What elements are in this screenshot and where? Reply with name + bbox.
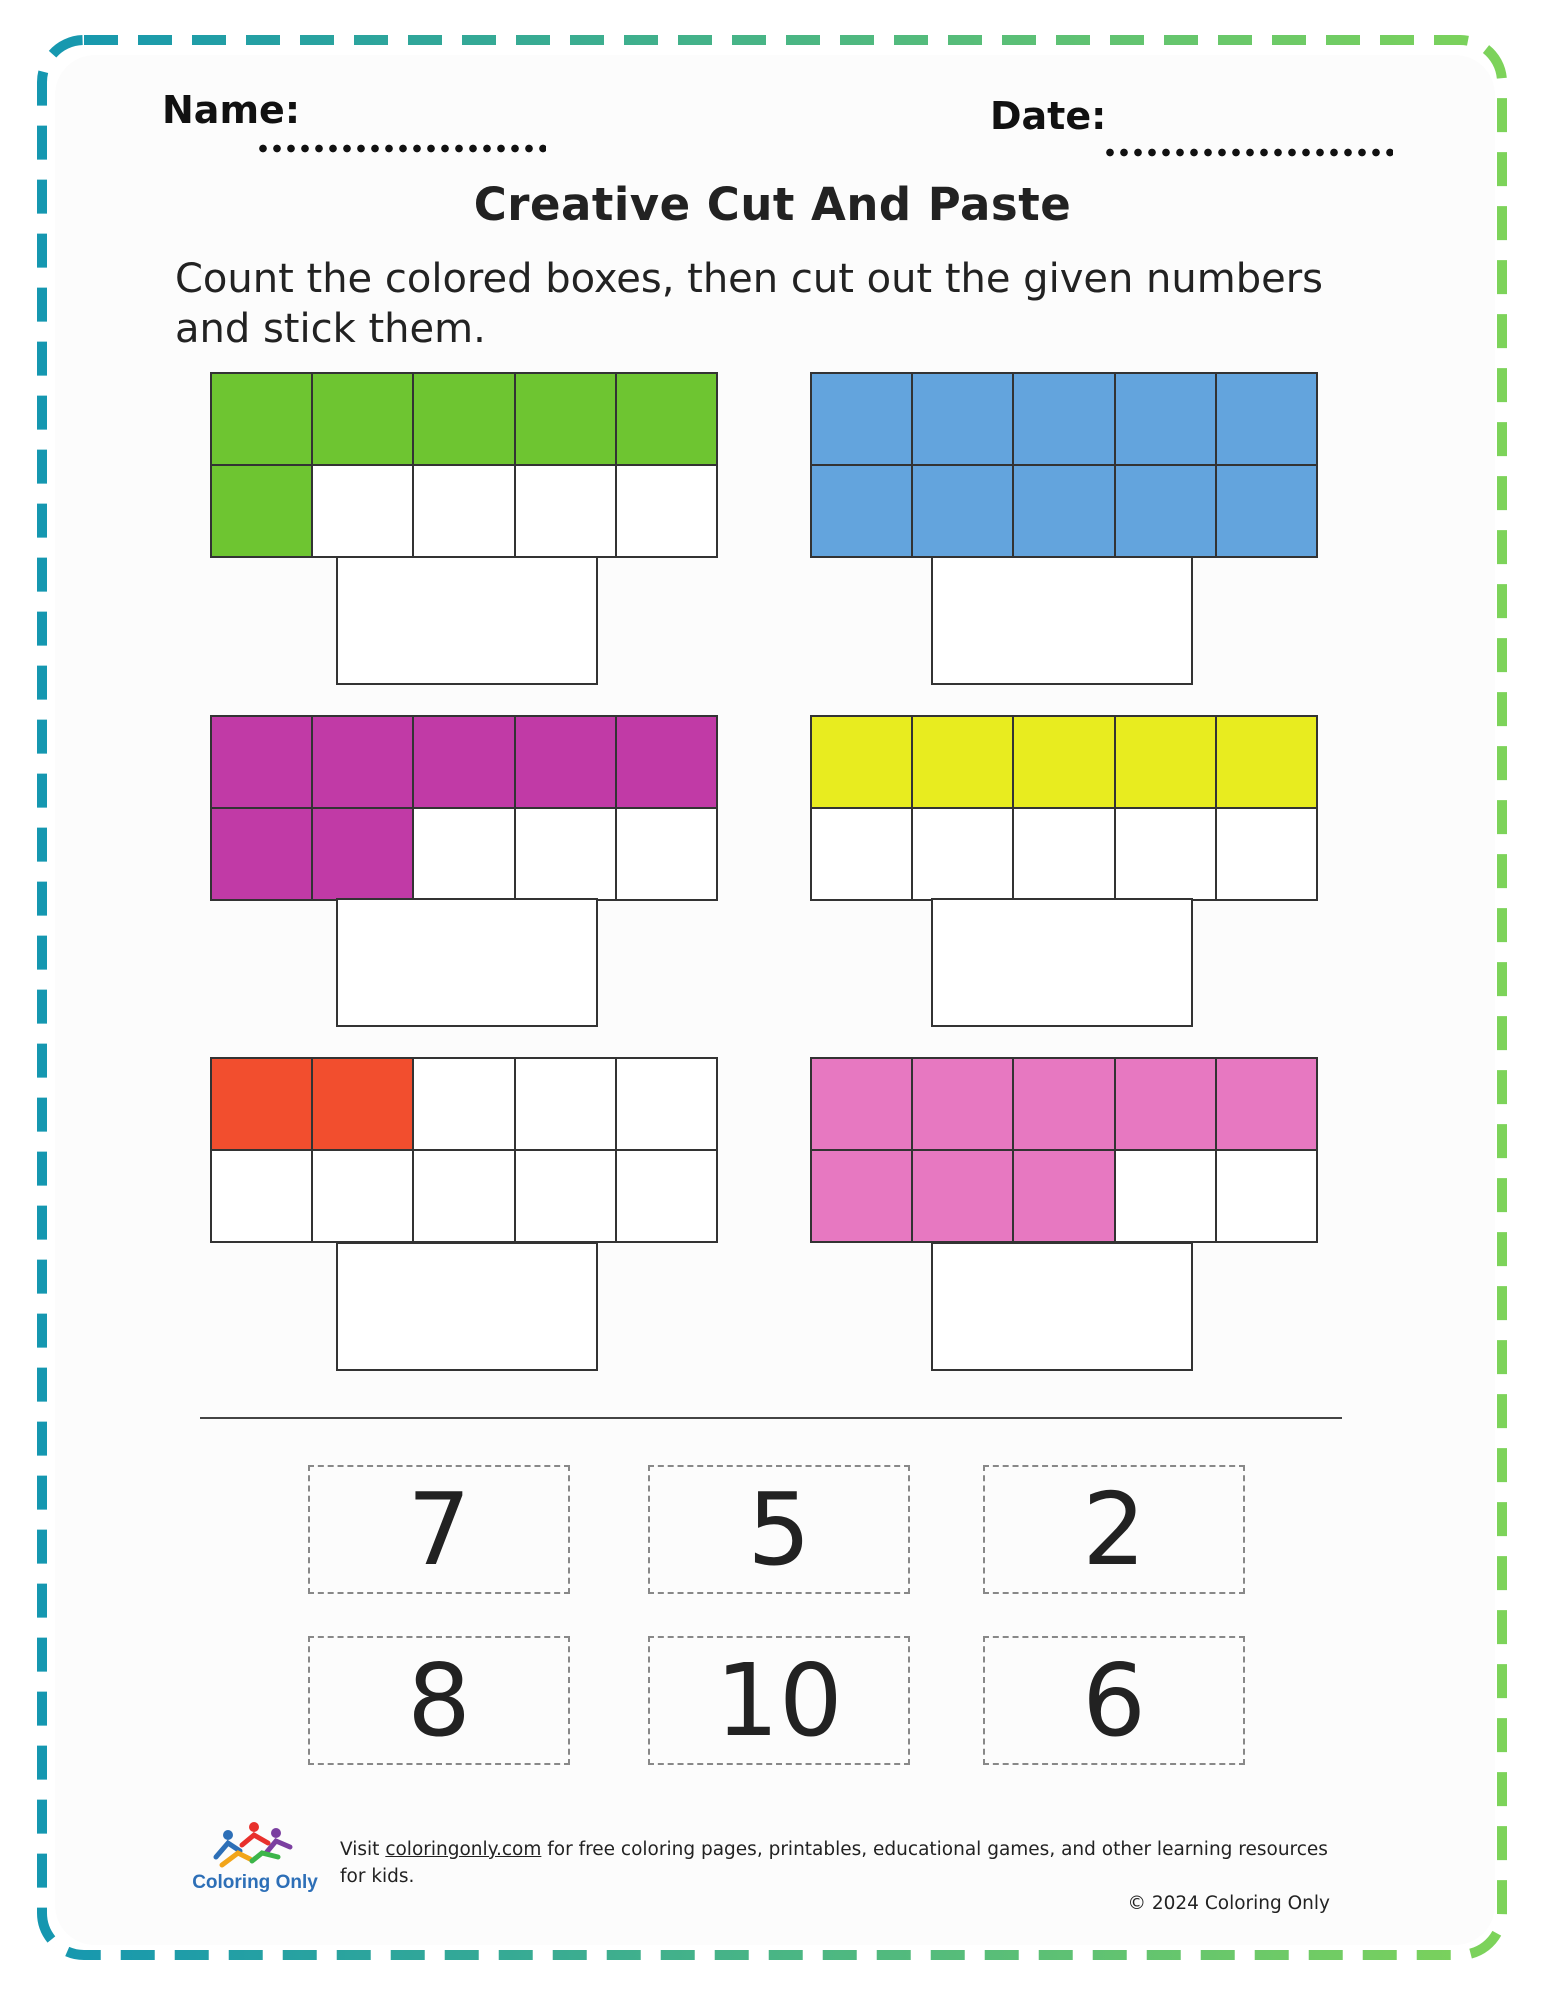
cutout-number: 5 <box>747 1471 811 1588</box>
cutout-card[interactable] <box>983 1465 1245 1594</box>
empty-box <box>515 1150 616 1242</box>
empty-box <box>312 1150 413 1242</box>
empty-box <box>1115 1150 1216 1242</box>
colored-box <box>811 716 912 808</box>
empty-box <box>811 808 912 900</box>
footer-visit-suffix: for free coloring pages, printables, educational games, and other learning resources for kids. <box>340 1839 1328 1887</box>
colored-box <box>912 373 1013 465</box>
empty-box <box>912 808 1013 900</box>
empty-box <box>616 1058 717 1150</box>
empty-box <box>1013 808 1114 900</box>
colored-box <box>912 1058 1013 1150</box>
colored-box <box>912 465 1013 557</box>
empty-box <box>312 465 413 557</box>
colored-box <box>1216 373 1317 465</box>
colored-box <box>1013 1058 1114 1150</box>
colored-box <box>811 373 912 465</box>
empty-box <box>1115 808 1216 900</box>
colored-box <box>211 1058 312 1150</box>
empty-box <box>211 1150 312 1242</box>
empty-box <box>616 465 717 557</box>
empty-box <box>515 465 616 557</box>
empty-box <box>413 808 514 900</box>
colored-box <box>912 716 1013 808</box>
colored-box <box>211 465 312 557</box>
empty-box <box>515 1058 616 1150</box>
footer-text <box>340 1836 1330 1917</box>
empty-box <box>413 1150 514 1242</box>
colored-box <box>616 716 717 808</box>
exercise-grid <box>210 715 718 901</box>
colored-box <box>811 1150 912 1242</box>
colored-box <box>1115 716 1216 808</box>
colored-box <box>312 716 413 808</box>
date-label: Date: <box>990 94 1107 138</box>
colored-box <box>1216 1058 1317 1150</box>
answer-box[interactable] <box>336 1242 598 1371</box>
colored-box <box>1013 373 1114 465</box>
colored-box <box>1115 465 1216 557</box>
exercise-grid <box>810 715 1318 901</box>
footer-visit-prefix: Visit <box>340 1839 386 1860</box>
cutout-card[interactable] <box>648 1465 910 1594</box>
footer-copyright: © 2024 Coloring Only <box>1127 1893 1330 1914</box>
answer-box[interactable] <box>931 898 1193 1027</box>
footer-link[interactable]: coloringonly.com <box>385 1839 542 1860</box>
empty-box <box>1216 1150 1317 1242</box>
colored-box <box>1115 1058 1216 1150</box>
name-line[interactable] <box>256 144 546 153</box>
empty-box <box>413 465 514 557</box>
colored-box <box>1216 716 1317 808</box>
name-label: Name: <box>162 88 301 132</box>
empty-box <box>616 808 717 900</box>
colored-box <box>312 1058 413 1150</box>
empty-box <box>616 1150 717 1242</box>
empty-box <box>1216 808 1317 900</box>
colored-box <box>211 808 312 900</box>
colored-box <box>515 373 616 465</box>
footer-visit-line <box>340 1836 1330 1890</box>
logo-text: Coloring Only <box>192 1872 318 1893</box>
cutout-number: 6 <box>1082 1642 1146 1759</box>
cutout-number: 2 <box>1082 1471 1146 1588</box>
cutout-number: 8 <box>407 1642 471 1759</box>
colored-box <box>1216 465 1317 557</box>
answer-box[interactable] <box>336 898 598 1027</box>
colored-box <box>413 716 514 808</box>
colored-box <box>811 465 912 557</box>
colored-box <box>1013 465 1114 557</box>
cutout-card[interactable] <box>308 1636 570 1765</box>
colored-box <box>211 716 312 808</box>
empty-box <box>515 808 616 900</box>
colored-box <box>1115 373 1216 465</box>
cutout-number: 10 <box>715 1642 843 1759</box>
cutout-number: 7 <box>407 1471 471 1588</box>
instructions: Count the colored boxes, then cut out the given numbers and stick them. <box>175 256 1323 352</box>
colored-box <box>1013 716 1114 808</box>
colored-box <box>211 373 312 465</box>
cutout-card[interactable] <box>308 1465 570 1594</box>
colored-box <box>312 808 413 900</box>
worksheet-title: Creative Cut And Paste <box>473 178 1072 231</box>
answer-box[interactable] <box>336 556 598 685</box>
colored-box <box>1013 1150 1114 1242</box>
empty-box <box>413 1058 514 1150</box>
date-line[interactable] <box>1103 148 1393 157</box>
colored-box <box>413 373 514 465</box>
colored-box <box>811 1058 912 1150</box>
answer-box[interactable] <box>931 1242 1193 1371</box>
colored-box <box>912 1150 1013 1242</box>
colored-box <box>515 716 616 808</box>
colored-box <box>616 373 717 465</box>
exercise-grid <box>210 372 718 558</box>
cutout-card[interactable] <box>648 1636 910 1765</box>
cutout-card[interactable] <box>983 1636 1245 1765</box>
exercise-grid <box>210 1057 718 1243</box>
divider-line <box>200 1417 1342 1419</box>
colored-box <box>312 373 413 465</box>
answer-box[interactable] <box>931 556 1193 685</box>
exercise-grid <box>810 1057 1318 1243</box>
exercise-grid <box>810 372 1318 558</box>
